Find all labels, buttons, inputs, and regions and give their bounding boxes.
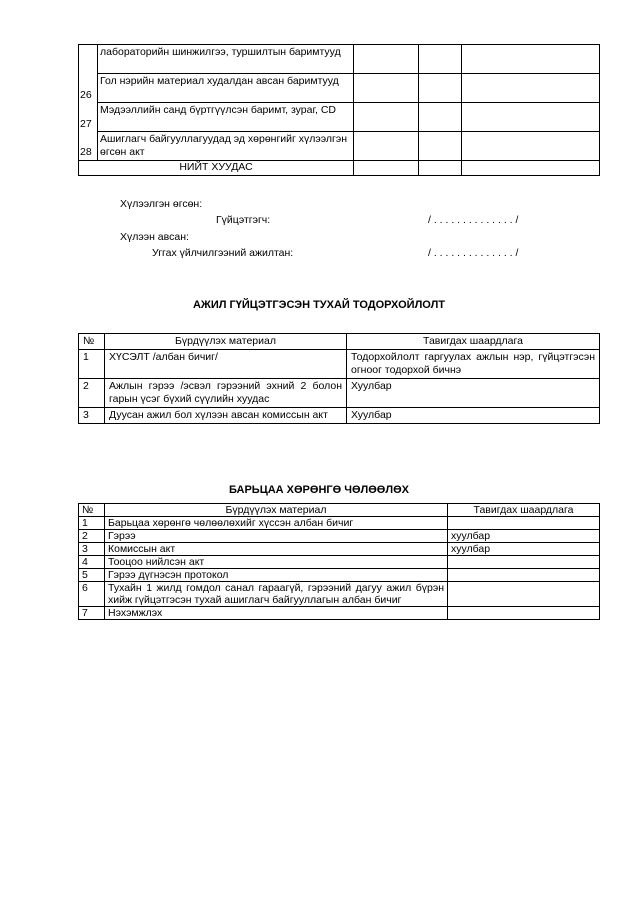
contractor-label: Гүйцэтгэгч:: [216, 214, 271, 226]
header-number: №: [79, 504, 105, 517]
header-material: Бүрдүүлэх материал: [105, 504, 448, 517]
row-requirement: [448, 569, 600, 582]
empty-cell: [354, 132, 419, 161]
table-row: [79, 582, 600, 607]
table-row: [79, 569, 600, 582]
row-number: 3: [79, 543, 105, 556]
empty-cell: [419, 45, 462, 74]
row-number: 7: [79, 607, 105, 620]
row-material: Комиссын акт: [105, 543, 448, 556]
row-text: Мэдээллийн санд бүртгүүлсэн баримт, зураг, CD: [98, 103, 354, 132]
empty-cell: [462, 45, 600, 74]
empty-cell: [462, 161, 600, 176]
contractor-signature-line: / . . . . . . . . . . . . . . /: [428, 214, 519, 226]
row-requirement: Тодорхойлолт гаргуулах ажлын нэр, гүйцэтгэсэн огноог тодорхой бичнэ: [347, 350, 600, 379]
empty-cell: [462, 132, 600, 161]
table-row: [79, 132, 600, 161]
collateral-section-title: БАРЬЦАА ХӨРӨНГӨ ЧӨЛӨӨЛӨХ: [229, 484, 409, 496]
empty-cell: [354, 45, 419, 74]
empty-cell: [462, 74, 600, 103]
table-row: [79, 74, 600, 103]
row-material: Тооцоо нийлсэн акт: [105, 556, 448, 569]
row-material: Барьцаа хөрөнгө чөлөөлөхийг хүссэн албан бичиг: [105, 517, 448, 530]
table-row: [79, 543, 600, 556]
work-section-title: АЖИЛ ГҮЙЦЭТГЭСЭН ТУХАЙ ТОДОРХОЙЛОЛТ: [192, 299, 446, 311]
header-requirement: Тавигдах шаардлага: [347, 334, 600, 350]
row-text: Ашиглагч байгууллагуудад эд хөрөнгийг хүлээлгэн өгсөн акт: [98, 132, 354, 161]
row-material: Тухайн 1 жилд гомдол санал гараагүй, гэрээний дагуу ажил бүрэн хийж гүйцэтгэсэн тухай ашиглагч байгууллагын албан бичиг: [105, 582, 448, 607]
table-header-row: [79, 334, 600, 350]
row-number: 2: [79, 379, 105, 408]
empty-cell: [419, 103, 462, 132]
empty-cell: [419, 74, 462, 103]
row-requirement: Хуулбар: [347, 379, 600, 408]
empty-cell: [462, 103, 600, 132]
total-label: НИЙТ ХУУДАС: [79, 161, 354, 176]
row-requirement: [448, 517, 600, 530]
row-requirement: хуулбар: [448, 530, 600, 543]
row-requirement: [448, 556, 600, 569]
header-material: Бүрдүүлэх материал: [105, 334, 347, 350]
row-requirement: хуулбар: [448, 543, 600, 556]
total-row: [79, 161, 600, 176]
table-row: [79, 556, 600, 569]
row-material: ХҮСЭЛТ /албан бичиг/: [105, 350, 347, 379]
work-requirements-table: [78, 333, 600, 424]
received-label: Хүлээн авсан:: [120, 231, 189, 243]
row-number: 3: [79, 408, 105, 424]
row-requirement: [448, 582, 600, 607]
row-number: [79, 45, 98, 74]
row-number: 27: [79, 103, 98, 132]
row-requirement: Хуулбар: [347, 408, 600, 424]
row-number: 1: [79, 517, 105, 530]
row-material: Дуусан ажил бол хүлээн авсан комиссын акт: [105, 408, 347, 424]
row-material: Гэрээ дүгнэсэн протокол: [105, 569, 448, 582]
employee-signature-line: / . . . . . . . . . . . . . . /: [428, 247, 519, 259]
table-row: [79, 530, 600, 543]
table-row: [79, 607, 600, 620]
row-number: 1: [79, 350, 105, 379]
empty-cell: [354, 161, 419, 176]
row-material: Нэхэмжлэх: [105, 607, 448, 620]
row-text: лабораторийн шинжилгээ, туршилтын баримтууд: [98, 45, 354, 74]
empty-cell: [419, 161, 462, 176]
row-text: Гол нэрийн материал худалдан авсан баримтууд: [98, 74, 354, 103]
row-number: 28: [79, 132, 98, 161]
row-number: 4: [79, 556, 105, 569]
table-row: [79, 45, 600, 74]
empty-cell: [354, 74, 419, 103]
row-number: 5: [79, 569, 105, 582]
empty-cell: [419, 132, 462, 161]
table-row: [79, 103, 600, 132]
row-number: 26: [79, 74, 98, 103]
row-material: Ажлын гэрээ /эсвэл гэрээний эхний 2 болон гарын үсэг бүхий сүүлийн хуудас: [105, 379, 347, 408]
header-requirement: Тавигдах шаардлага: [448, 504, 600, 517]
collateral-requirements-table: [78, 503, 600, 620]
empty-cell: [354, 103, 419, 132]
header-number: №: [79, 334, 105, 350]
table-row: [79, 517, 600, 530]
table-row: [79, 379, 600, 408]
table-row: [79, 350, 600, 379]
table-row: [79, 408, 600, 424]
row-material: Гэрээ: [105, 530, 448, 543]
table-header-row: [79, 504, 600, 517]
handed-over-label: Хүлээлгэн өгсөн:: [120, 198, 203, 210]
document-list-table: [78, 44, 600, 176]
employee-label: Уггах үйлчилгээний ажилтан:: [152, 247, 294, 259]
row-requirement: [448, 607, 600, 620]
row-number: 2: [79, 530, 105, 543]
row-number: 6: [79, 582, 105, 607]
